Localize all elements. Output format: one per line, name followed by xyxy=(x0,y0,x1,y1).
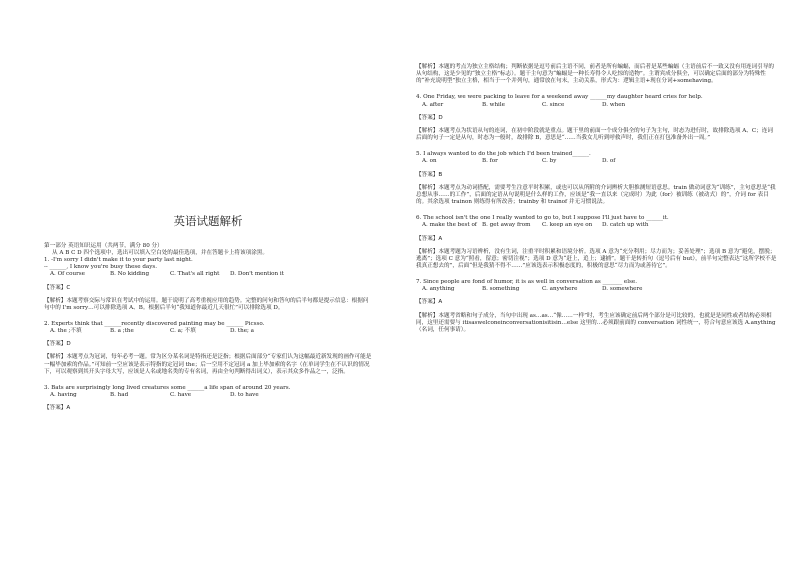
question-stem: 3. Bats are surprisingly long lived creatures some ______a life span of around 20 years. xyxy=(44,384,291,391)
question-6 xyxy=(416,215,778,270)
question-stem-2: -- ______, I know you're busy these days. xyxy=(44,264,158,271)
instruction-text: 从 A B C D 四个选项中，选出可以填入空白处的最佳选项，并在答题卡上将该项涂黑。 xyxy=(52,249,268,256)
question-options xyxy=(422,102,778,109)
option-c: C. since xyxy=(542,101,565,108)
section-heading: 第一部分 英语知识运用（共两节，满分 80 分） xyxy=(44,242,163,249)
question-3 xyxy=(44,385,372,412)
option-c: C. a; 不填 xyxy=(170,328,196,335)
question-options xyxy=(50,328,372,335)
option-b: B. for xyxy=(482,158,498,165)
question-options xyxy=(50,271,372,278)
option-a: A. anything xyxy=(422,286,455,293)
question-5 xyxy=(416,151,778,206)
question-2 xyxy=(44,321,372,376)
option-d: D. the; a xyxy=(230,328,254,335)
left-page-content xyxy=(44,214,372,412)
option-c: C. keep an eye on xyxy=(542,222,593,229)
analysis-text: 【解析】本题考察交际与常识在考试中的运用。题干说明了高考重视应用的趋势。完整的问句和答句的后半句都是提示信息：根据问句中的 I'm sorry…可以排除选项 A、B。根据后半句“我知道你最近几天很忙”可以排除选项 D。 xyxy=(44,297,369,311)
question-7 xyxy=(416,279,778,334)
question-options xyxy=(50,392,372,399)
question-stem: 7. Since people are fond of humor, it is as well in conversation as _______ else. xyxy=(416,279,637,286)
question-options xyxy=(422,222,778,229)
answer-label: 【答案】B xyxy=(416,171,443,178)
option-b: B. No kidding xyxy=(110,271,150,278)
option-b: B. while xyxy=(482,101,505,108)
analysis-text: 【解析】本题考点为动词搭配，需要考生注意平时积累，或也可以从所附的介词辨析大胆推测短语意思。train 做动词意为“训练”，主句意思是“我总想从事……的工作”，后面的定语从句说明是什么样的工作，应该是“我一直以来（完成时）为此（for）被训练（被动式）的”，介词 for 表目的。其余选项 trainon 则练得有所改善；trainby 和 trainof 并无习惯说法。 xyxy=(416,184,776,206)
right-page xyxy=(400,0,800,566)
analysis-text: 【解析】本题考省略和句子成分，当句中出现 as…as…“像……一样”时，考生应该确定前后两个部分是可比较的，也就是是同性或者结构必须相同，这里还需要与 itisaswelconeinconversationisitisin…else 这里的…必须跟前面的 conversation 词性统一，符合句意应该选 A.anything（名词，任何事请）。 xyxy=(416,312,776,333)
option-b: B. something xyxy=(482,286,520,293)
option-d: D. Don't mention it xyxy=(230,271,284,278)
question-stem: 4. One Friday, we were packing to leave for a weekend away ______my daughter heard cries for help. xyxy=(416,94,703,101)
option-a: A. make the best of xyxy=(422,222,477,229)
option-c: C. have xyxy=(170,392,192,399)
option-c: C. That's all right xyxy=(170,271,220,278)
answer-label: 【答案】A xyxy=(416,235,443,242)
question-stem: 6. The school isn't the one I really wanted to go to, but I suppose I'll just have to ______it. xyxy=(416,215,669,222)
answer-label: 【答案】D xyxy=(44,341,71,348)
question-stem: 5. I always wanted to do the job which I'd been trained______. xyxy=(416,151,591,158)
answer-label: 【答案】A xyxy=(44,405,71,412)
question-options xyxy=(422,286,778,293)
option-d: D. catch up with xyxy=(602,222,649,229)
question-options xyxy=(422,158,778,165)
answer-label: 【答案】D xyxy=(416,114,443,121)
right-page-content xyxy=(416,64,778,334)
option-c: C. by xyxy=(542,158,557,165)
analysis-text: 【解析】本题的考点为独立主格结构；判断依据是逗号前后主语不同，前者是所有蝙蝠，而后者是某些蝙蝠（主语前后不一致又没有用连词引导的从句结构，这是少见的“独立主格”标志）。题干主句意为“蝙蝠是一种长寿得令人吃惊的造物”。主谓宾成分俱全，可以确定后面的部分为特殊性的“补充说明型”独立主格，相当于一个并列句，通常放在句末，主动关系，形式为：逻辑主语+现在分词+somehaving。 xyxy=(416,64,775,85)
option-c: C. anywhere xyxy=(542,286,578,293)
answer-label: 【答案】A xyxy=(416,299,443,306)
option-d: D. when xyxy=(602,101,626,108)
option-d: D. to have xyxy=(230,392,259,399)
analysis-text: 【解析】本题考点为状语从句的连词，在初中阶段就是重点。题干里的前面一个成分俱全的句子为主句，时态为进行时，故排除选项 A、C；连词后面的句子一定是从句，时态为一般时，故排除 B，意思是“……当我女儿听到呼救声时，我们正在打包准备外出一周。” xyxy=(416,127,773,142)
question-stem: 2. Experts think that ______recently discovered painting may be ______ Picsso. xyxy=(44,320,265,327)
option-d: D. somewhere xyxy=(602,286,643,293)
option-a: A. after xyxy=(422,101,444,108)
option-b: B. a ;the xyxy=(110,328,134,335)
option-a: A. the ;不填 xyxy=(50,328,82,335)
question-4 xyxy=(416,94,778,142)
option-a: A. on xyxy=(422,158,437,165)
option-b: B. get away from xyxy=(482,222,531,229)
option-a: A. having xyxy=(50,392,77,399)
analysis-text: 【解析】本题考题为习语辨析，没有生词，注重平时积累和语境分析。选项 A 意为“充分利用；尽力而为；妥善处理”；选项 B 意为“避免，摆脱；逃离”；选项 C 意为“照看，留意；密切注视”；选项 D 意为“赶上，追上；逮捕”。题干是转折句（逗号后有 but），前半句完整表达“这所学校不是我真正想去的”，后面“但是我猜不得不……”应该选表示积极态度的，积极的意思“尽力而为或善待它”。 xyxy=(416,248,777,269)
option-b: B. had xyxy=(110,392,129,399)
option-a: A. Of course xyxy=(50,271,85,278)
option-d: D. of xyxy=(602,158,616,165)
analysis-text: 【解析】本题考点为冠词，每年必考一题。常为区分某名词是特指还是泛指；根据后面部分“专家们认为这幅最近新发现的画作可能是一幅毕加索的作品。”可知前一空应该是表示特指的定冠词 the；后一空用不定冠词 a 加上毕加索的名字（在单词学生在不认识的情况下，可以观察到其开头字母大写，应该是人名或地名类的专有名词，再由全句判断得出词义），表示其众多作品之一，泛指。 xyxy=(44,354,372,375)
page-title: 英语试题解析 xyxy=(173,214,243,228)
answer-label: 【答案】C xyxy=(44,284,71,291)
question-stem: 1. -I'm sorry I didn't make it to your party last night. xyxy=(44,257,193,264)
question-1 xyxy=(44,257,372,312)
